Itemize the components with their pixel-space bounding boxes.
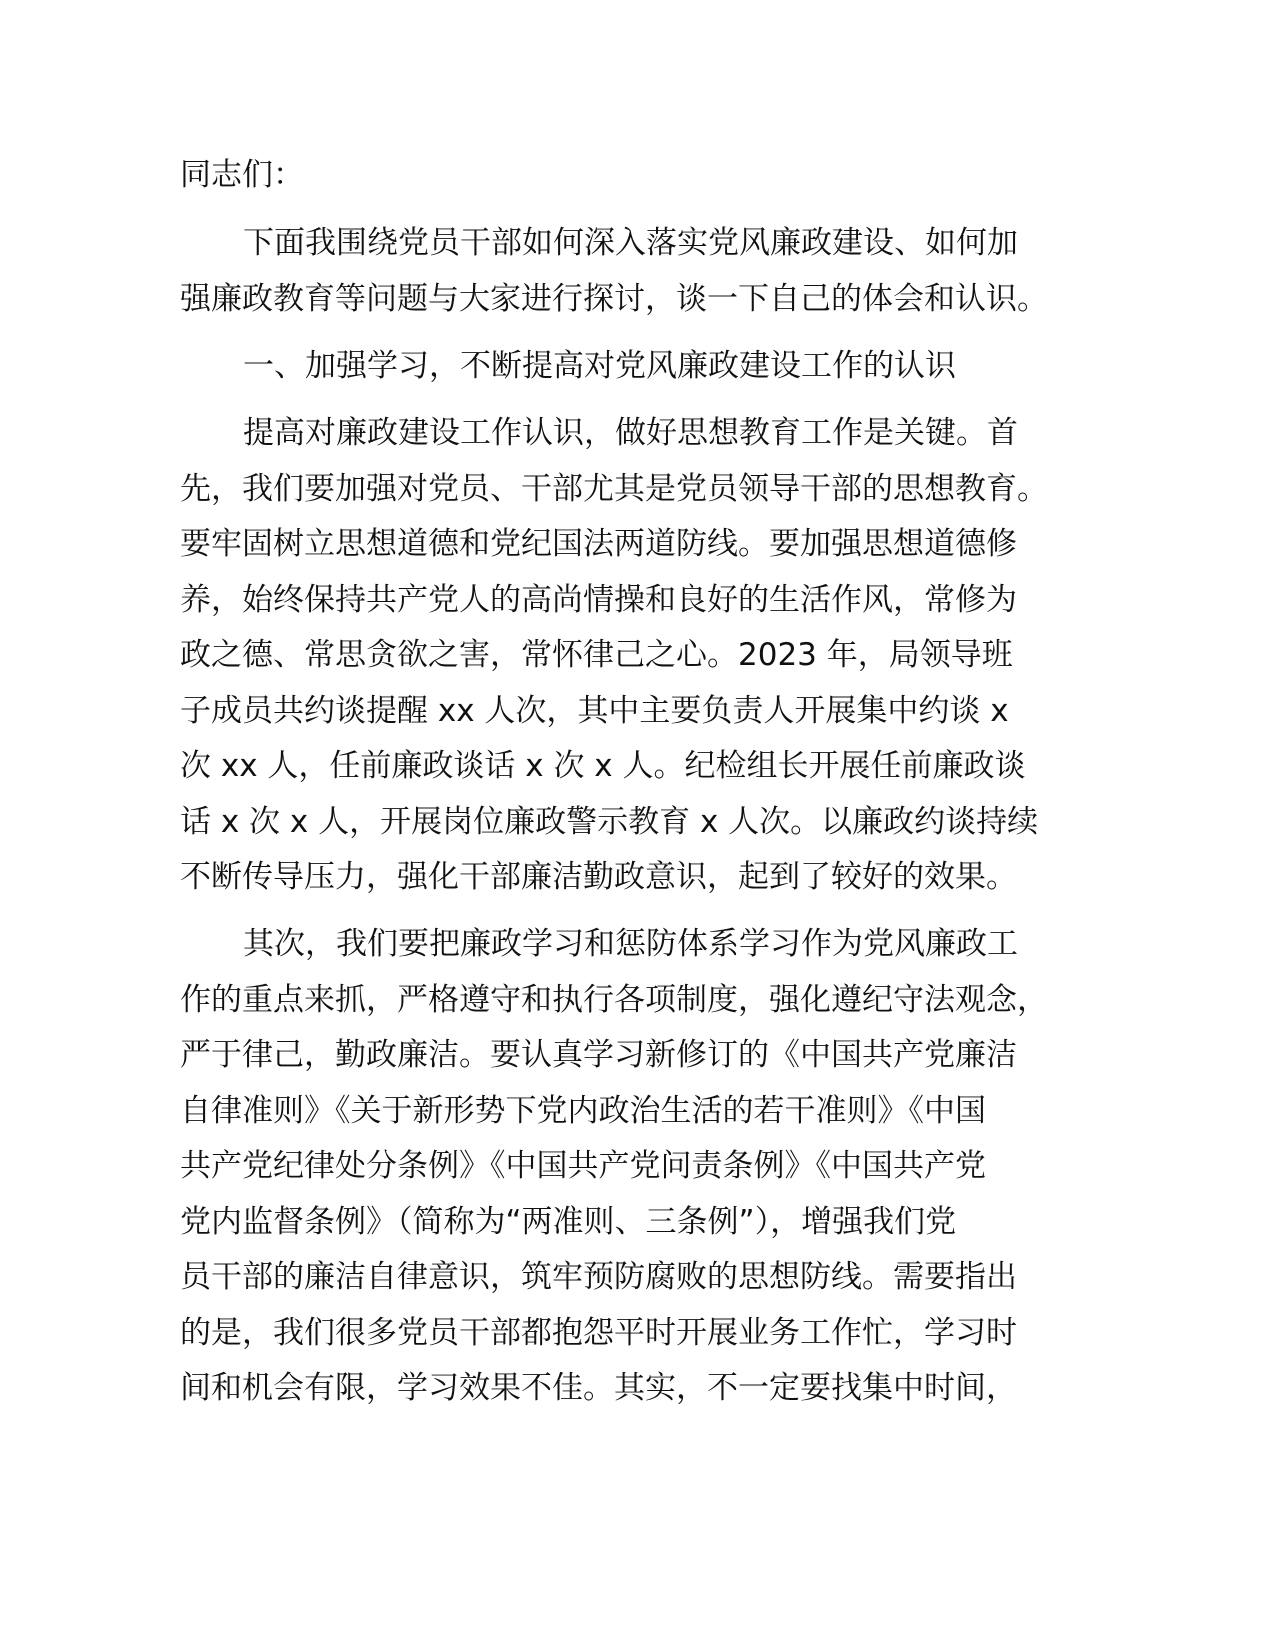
text-line: 次 xx 人，任前廉政谈话 x 次 x 人。纪检组长开展任前廉政谈 bbox=[180, 748, 1026, 784]
text-line: 其次，我们要把廉政学习和惩防体系学习作为党风廉政工 bbox=[243, 926, 1018, 962]
salutation: 同志们： bbox=[180, 157, 304, 193]
text-line: 共产党纪律处分条例》《中国共产党问责条例》《中国共产党 bbox=[180, 1148, 986, 1184]
text-line: 的是，我们很多党员干部都抱怨平时开展业务工作忙，学习时 bbox=[180, 1314, 1017, 1351]
text-line: 先，我们要加强对党员、干部尤其是党员领导干部的思想教育。 bbox=[180, 470, 1048, 507]
text-line: 员干部的廉洁自律意识，筑牢预防腐败的思想防线。需要指出 bbox=[180, 1259, 1017, 1295]
body-paragraph-2 bbox=[180, 917, 1080, 1417]
section-heading bbox=[180, 339, 1080, 395]
text-line: 下面我围绕党员干部如何深入落实党风廉政建设、如何加 bbox=[243, 225, 1018, 261]
text-line: 自律准则》《关于新形势下党内政治生活的若干准则》《中国 bbox=[180, 1092, 986, 1129]
heading-line: 一、加强学习，不断提高对党风廉政建设工作的认识 bbox=[243, 348, 956, 384]
text-line: 养，始终保持共产党人的高尚情操和良好的生活作风，常修为 bbox=[180, 581, 1017, 618]
text-line: 子成员共约谈提醒 xx 人次，其中主要负责人开展集中约谈 x bbox=[180, 692, 1009, 729]
text-line: 不断传导压力，强化干部廉洁勤政意识，起到了较好的效果。 bbox=[180, 859, 1017, 895]
intro-paragraph bbox=[180, 216, 1080, 327]
salutation-paragraph bbox=[180, 148, 1080, 204]
text-line: 党内监督条例》（简称为“两准则、三条例”），增强我们党 bbox=[180, 1203, 957, 1240]
text-line: 提高对廉政建设工作认识，做好思想教育工作是关键。首 bbox=[243, 415, 1018, 451]
text-line: 话 x 次 x 人，开展岗位廉政警示教育 x 人次。以廉政约谈持续 bbox=[180, 803, 1039, 840]
text-line: 政之德、常思贪欲之害，常怀律己之心。2023 年，局领导班 bbox=[180, 637, 1013, 673]
text-line: 严于律己，勤政廉洁。要认真学习新修订的《中国共产党廉洁 bbox=[180, 1037, 1017, 1073]
text-line: 间和机会有限，学习效果不佳。其实，不一定要找集中时间， bbox=[180, 1370, 1017, 1406]
text-line: 强廉政教育等问题与大家进行探讨，谈一下自己的体会和认识。 bbox=[180, 280, 1048, 317]
body-paragraph-1 bbox=[180, 406, 1080, 906]
text-line: 作的重点来抓，严格遵守和执行各项制度，强化遵纪守法观念， bbox=[180, 981, 1048, 1018]
text-line: 要牢固树立思想道德和党纪国法两道防线。要加强思想道德修 bbox=[180, 526, 1017, 562]
